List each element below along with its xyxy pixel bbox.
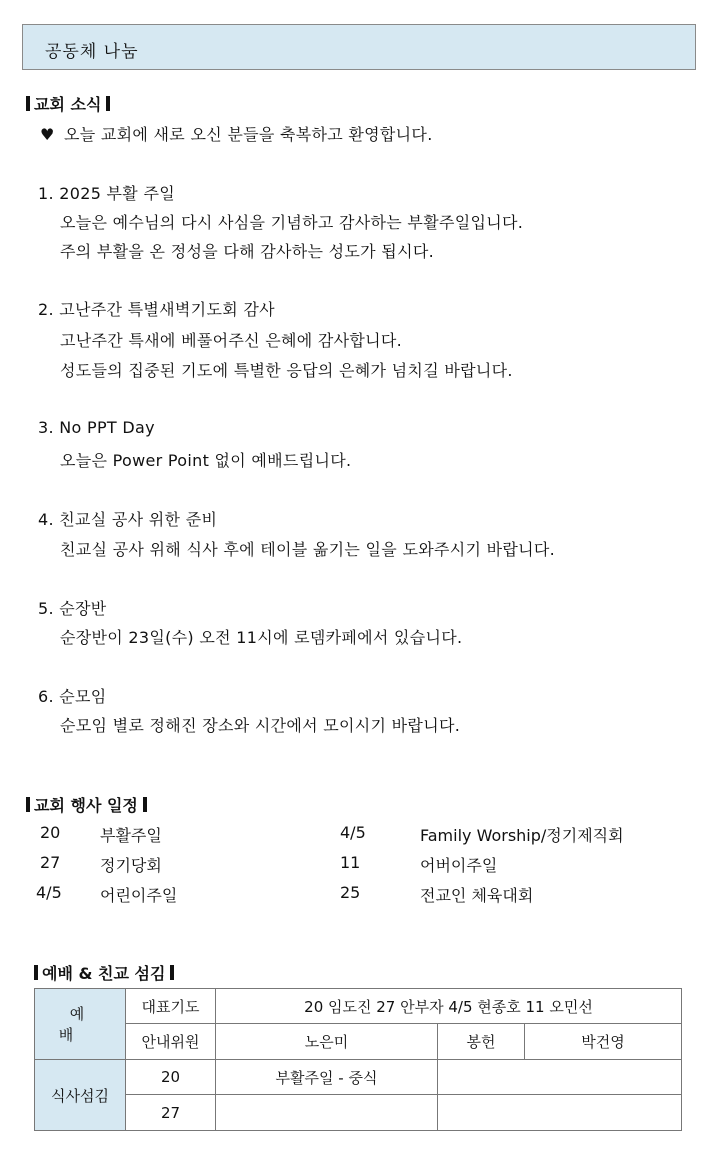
news-item-heading: 3. No PPT Day [38,418,155,437]
title-bar-right [170,965,174,980]
title-bar-right [143,797,147,812]
news-item-line: 순모임 별로 정해진 장소와 시간에서 모이시기 바랍니다. [60,716,461,735]
news-item-line: 친교실 공사 위해 식사 후에 테이블 옮기는 일을 도와주시기 바랍니다. [60,540,556,559]
news-item-heading: 4. 친교실 공사 위한 준비 [38,510,218,529]
table-row [35,1024,682,1060]
news-item-line: 성도들의 집중된 기도에 특별한 응답의 은혜가 넘치길 바랍니다. [60,361,513,380]
service-title-text: 예배 & 친교 섬김 [42,964,166,983]
welcome-line [40,122,433,145]
schedule-section-title [26,793,147,816]
schedule-event: 정기당회 [100,856,162,875]
table-row [35,989,682,1024]
schedule-event: 부활주일 [100,826,162,845]
title-bar-left [34,965,38,980]
schedule-date: 4/5 [36,883,62,902]
news-item-line: 오늘은 Power Point 없이 예배드립니다. [60,451,352,470]
schedule-event: Family Worship/정기제직회 [420,826,624,845]
news-item-line: 주의 부활을 온 정성을 다해 감사하는 성도가 됩시다. [60,242,434,261]
page-header [22,24,696,70]
worship-label-cell [35,989,126,1060]
news-item-line: 오늘은 예수님의 다시 사심을 기념하고 감사하는 부활주일입니다. [60,213,524,232]
schedule-event: 어린이주일 [100,886,178,905]
service-section-title [34,961,174,984]
title-bar-right [106,96,110,111]
schedule-event: 전교인 체육대회 [420,886,534,905]
schedule-date: 4/5 [340,823,366,842]
usher-cell: 노은미 [216,1024,438,1060]
meal-date-cell: 27 [126,1095,216,1131]
page-title: 공동체 나눔 [45,42,139,62]
usher-label-cell: 안내위원 [126,1024,216,1060]
news-item-heading: 6. 순모임 [38,687,107,706]
schedule-date: 27 [40,853,61,872]
meal-date-cell: 20 [126,1060,216,1095]
heart-icon: ♥ [40,125,55,144]
news-item-line: 순장반이 23일(수) 오전 11시에 로뎀카페에서 있습니다. [60,628,463,647]
schedule-date: 11 [340,853,361,872]
schedule-date: 20 [40,823,61,842]
news-title-text: 교회 소식 [34,95,102,114]
prayer-value-cell: 20 임도진 27 안부자 4/5 현종호 11 오민선 [216,989,682,1024]
meal-label-cell: 식사섬김 [35,1060,126,1131]
title-bar-left [26,96,30,111]
news-item-heading: 1. 2025 부활 주일 [38,184,175,203]
meal-desc-cell: 부활주일 - 중식 [216,1060,438,1095]
news-item-heading: 5. 순장반 [38,599,107,618]
worship-label: 예 배 [58,1005,113,1044]
meal-extra-cell [438,1060,682,1095]
usher-cell: 봉헌 [438,1024,525,1060]
usher-cell: 박건영 [525,1024,682,1060]
news-item-line: 고난주간 특새에 베풀어주신 은혜에 감사합니다. [60,331,403,350]
table-row [35,1095,682,1131]
schedule-event: 어버이주일 [420,856,498,875]
schedule-date: 25 [340,883,361,902]
meal-desc-cell [216,1095,438,1131]
meal-extra-cell [438,1095,682,1131]
news-section-title [26,92,110,115]
welcome-text: 오늘 교회에 새로 오신 분들을 축복하고 환영합니다. [64,125,433,144]
schedule-title-text: 교회 행사 일정 [34,796,138,815]
service-table [34,988,682,1131]
title-bar-left [26,797,30,812]
table-row [35,1060,682,1095]
news-item-heading: 2. 고난주간 특별새벽기도회 감사 [38,300,275,319]
prayer-label-cell: 대표기도 [126,989,216,1024]
